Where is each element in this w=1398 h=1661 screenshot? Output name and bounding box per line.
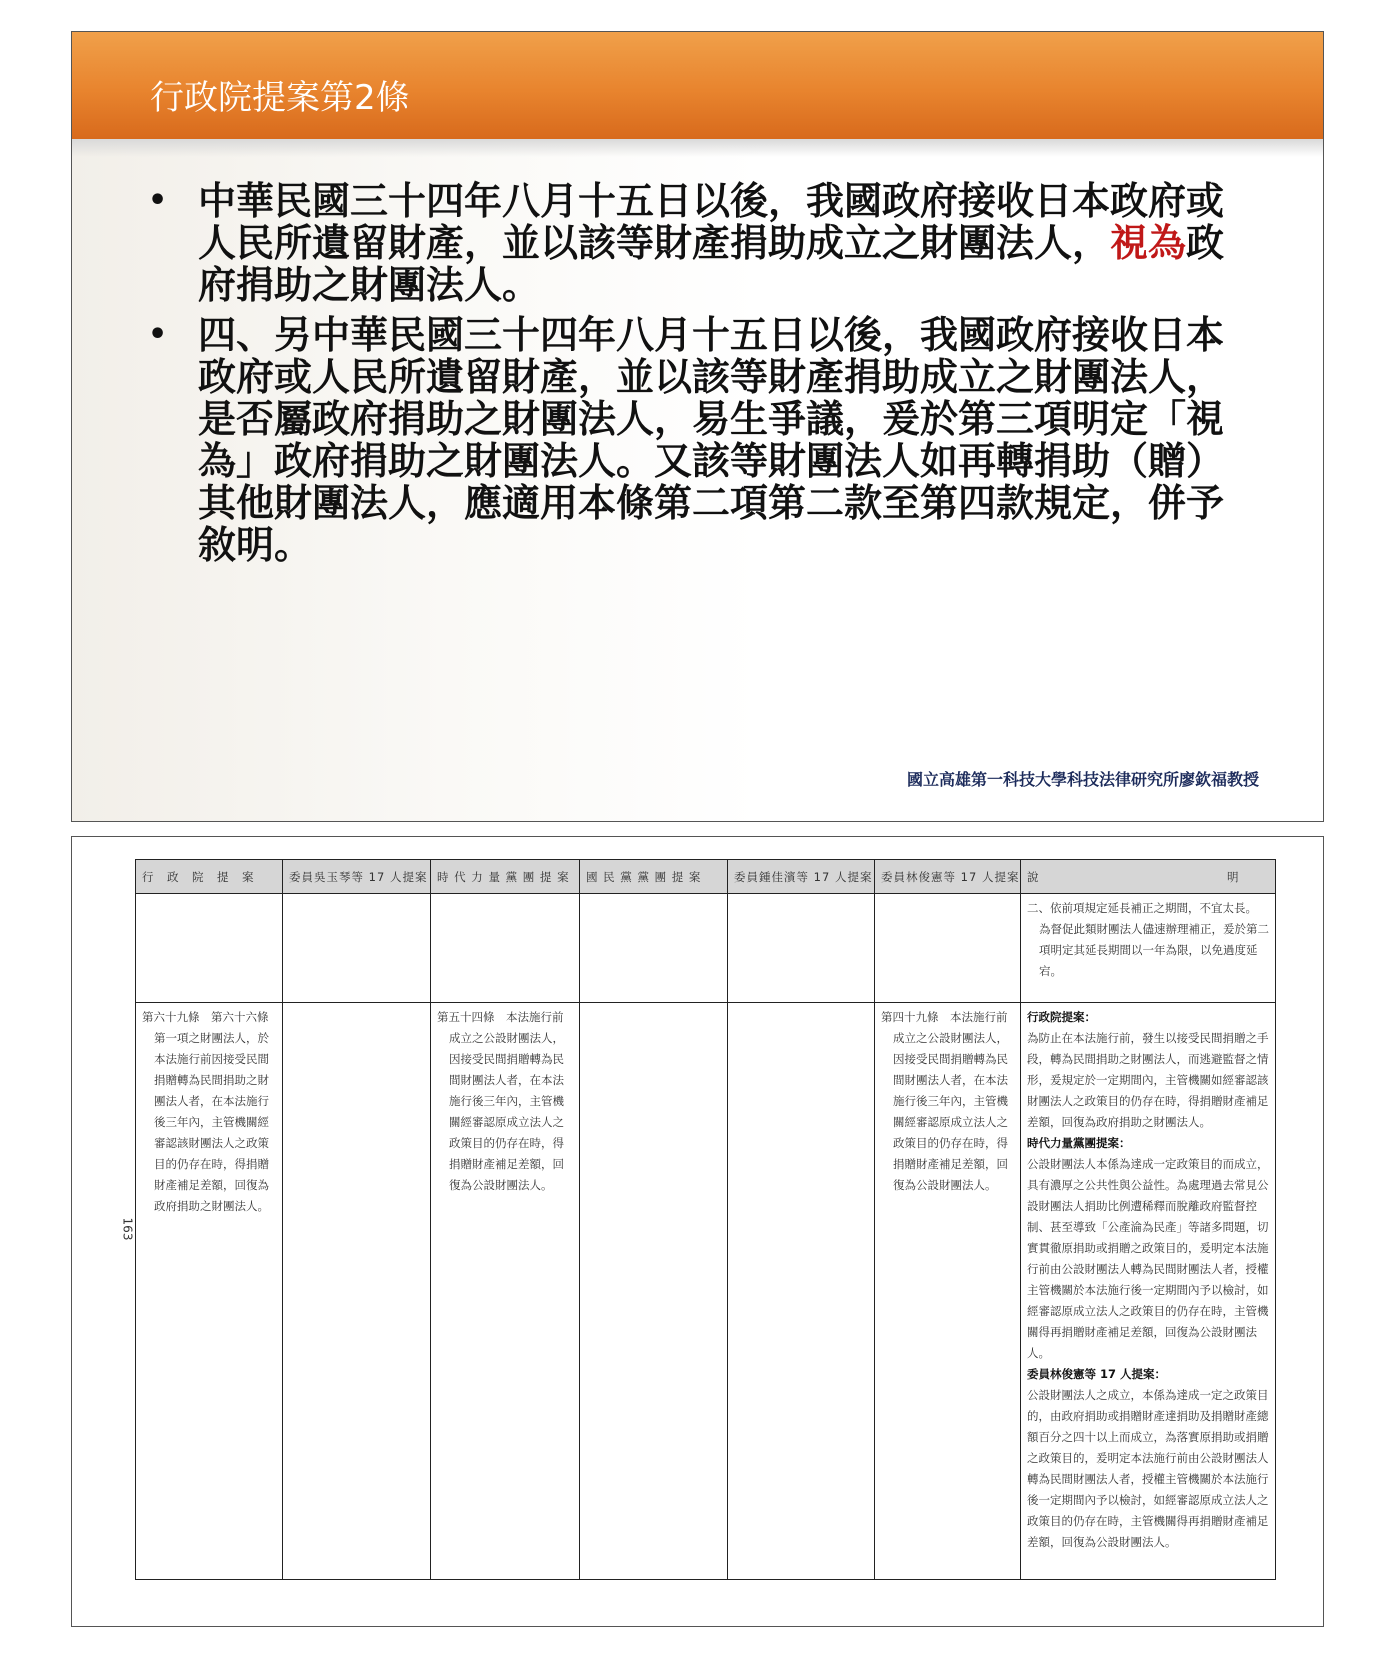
table-row	[136, 1003, 1276, 1580]
bullet-list	[142, 180, 1322, 574]
column-header: 委員吳玉琴等 17 人提案	[283, 860, 431, 894]
table-cell-notes	[1021, 1003, 1276, 1580]
slide-title: 行政院提案第2條	[150, 78, 410, 118]
table-cell-executive	[136, 1003, 283, 1580]
article-heading: 第四十九條 本法施行前	[881, 1010, 1008, 1024]
column-header: 委員林俊憲等 17 人提案	[875, 860, 1021, 894]
slide-2	[71, 836, 1324, 1627]
bullet-text: 中華民國三十四年八月十五日以後，我國政府接收日本政府或人民所遺留財產，並以該等財產捐助成立之財團法人，	[198, 179, 1225, 265]
column-header: 行 政 院 提 案	[136, 860, 283, 894]
note-text: 二、依前項規定延長補正之期間，不宜太長。	[1027, 901, 1257, 915]
bullet-item	[142, 314, 1252, 566]
note-text: 為督促此類財團法人儘速辦理補正，爰於第二項明定其延長期間以一年為限，以免過度延宕。	[1039, 922, 1269, 978]
bullet-text: 四、另中華民國三十四年八月十五日以後，我國政府接收日本政府或人民所遺留財產，並以該等財產捐助成立之財團法人，是否屬政府捐助之財團法人，易生爭議，爰於第三項明定「視為」政府捐助之財團法人。又該等財團法人如再轉捐助（贈）其他財團法人，應適用本條第二項第二款至第四款規定，併予敘明。	[198, 313, 1225, 567]
bullet-icon: •	[148, 317, 168, 352]
title-bar	[72, 32, 1323, 139]
article-text: 第一項之財團法人，於本法施行前因接受民間捐贈轉為民間捐助之財團法人者，在本法施行後三年內，主管機關經審認該財團法人之政策目的仍存在時，得捐贈財產補足差額，回復為政府捐助之財團法人。	[154, 1031, 269, 1213]
slide-1	[71, 31, 1324, 822]
note-heading: 時代力量黨團提案：	[1027, 1136, 1131, 1150]
table-cell-lin	[875, 1003, 1021, 1580]
note-text: 公設財團法人之成立，本係為達成一定之政策目的，由政府捐助或捐贈財產達捐助及捐贈財產總額百分之四十以上而成立，為落實原捐助或捐贈之政策目的，爰明定本法施行前由公設財團法人轉為民間財團法人者，授權主管機關於本法施行後一定期間內予以檢討，如經審認原成立法人之政策目的仍存在時，主管機關得再捐贈財產補足差額，回復為公設財團法人。	[1027, 1388, 1269, 1549]
column-header: 說 明	[1021, 860, 1276, 894]
note-text: 為防止在本法施行前，發生以接受民間捐贈之手段，轉為民間捐助之財團法人，而逃避監督之情形，爰規定於一定期間內，主管機關如經審認該財團法人之政策目的仍存在時，得捐贈財產補足差額，回復為政府捐助之財團法人。	[1027, 1031, 1269, 1129]
article-text: 成立之公設財團法人，因接受民間捐贈轉為民間財團法人者，在本法施行後三年內，主管機關經審認原成立法人之政策目的仍存在時，得捐贈財產補足差額，回復為公設財團法人。	[449, 1031, 564, 1192]
slide-footer: 國立高雄第一科技大學科技法律研究所廖欽福教授	[906, 770, 1259, 789]
table-row	[136, 894, 1276, 1003]
column-header: 國 民 黨 黨 團 提 案	[580, 860, 728, 894]
bullet-text: 政府捐助之財團法人。	[198, 221, 1225, 307]
table-cell-notes	[1021, 894, 1276, 1003]
bullet-item	[142, 180, 1252, 306]
bullet-icon: •	[148, 183, 168, 218]
note-heading: 行政院提案：	[1027, 1010, 1096, 1024]
article-text: 成立之公設財團法人，因接受民間捐贈轉為民間財團法人者，在本法施行後三年內，主管機關經審認原成立法人之政策目的仍存在時，得捐贈財產補足差額，回復為公設財團法人。	[893, 1031, 1008, 1192]
column-header: 時 代 力 量 黨 團 提 案	[431, 860, 580, 894]
article-heading: 第六十九條 第六十六條	[142, 1010, 269, 1024]
emphasis-text: 視為	[1110, 221, 1187, 265]
column-header: 委員鍾佳濱等 17 人提案	[728, 860, 875, 894]
comparison-table	[135, 859, 1276, 1580]
article-heading: 第五十四條 本法施行前	[437, 1010, 564, 1024]
note-heading: 委員林俊憲等 17 人提案：	[1027, 1367, 1167, 1381]
note-text: 公設財團法人本係為達成一定政策目的而成立，具有濃厚之公共性與公益性。為處理過去常見公設財團法人捐助比例遭稀釋而脫離政府監督控制、甚至導致「公產淪為民產」等諸多問題，切實貫徹原捐助或捐贈之政策目的，爰明定本法施行前由公設財團法人轉為民間財團法人者，授權主管機關於本法施行後一定期間內予以檢討，如經審認原成立法人之政策目的仍存在時，主管機關得再捐贈財產補足差額，回復為公設財團法人。	[1027, 1157, 1269, 1360]
table-header-row	[136, 860, 1276, 894]
page-number: 163	[120, 1217, 135, 1241]
table-cell-npp	[431, 1003, 580, 1580]
